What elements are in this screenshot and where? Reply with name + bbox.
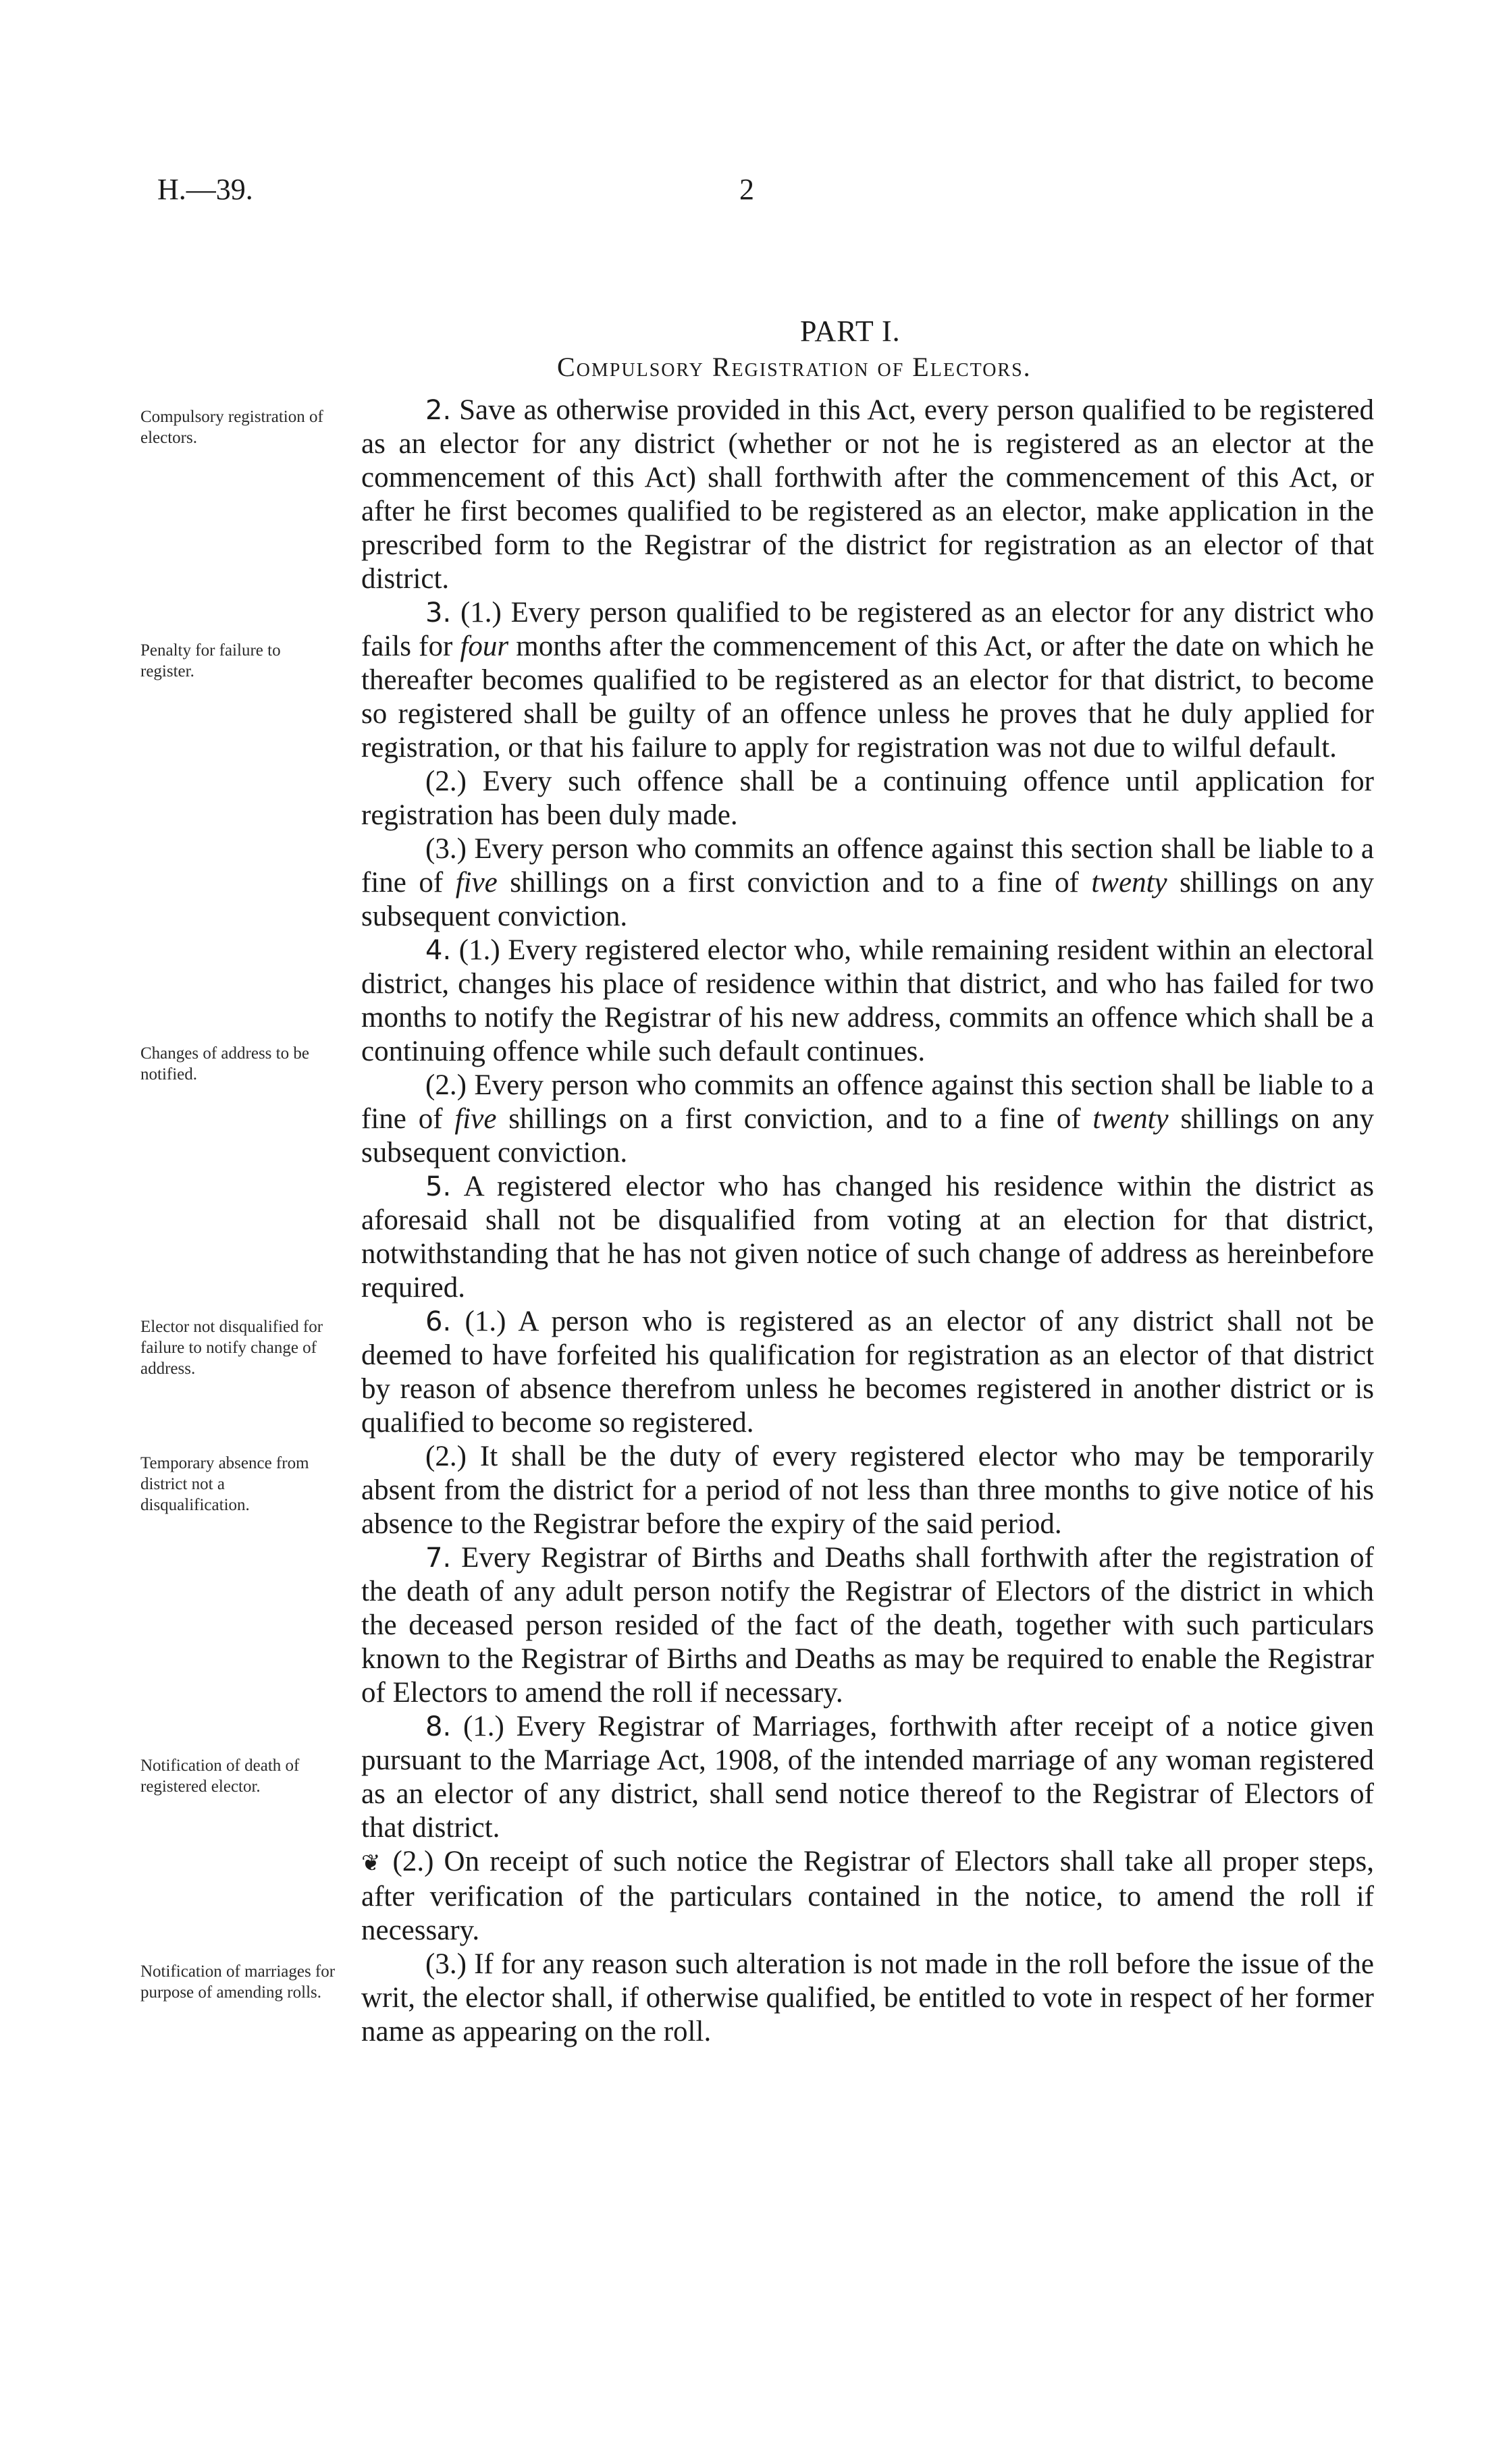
subsection-number: (1.) bbox=[465, 1306, 506, 1337]
subsection-paragraph bbox=[361, 1948, 1374, 2049]
subsection-number: (1.) bbox=[460, 597, 502, 628]
paragraph-text: Save as otherwise provided in this Act, every person qualified to be registered as an elector for any district (whether or not he is registered as an elector at the commencement of this Act) shall forthwith after the commencement of this Act, or after he first becomes qualified to be registered as an elector, make application in the prescribed form to the Registrar of the district for registration as an elector of that district. bbox=[361, 394, 1375, 595]
subsection-number: (2.) bbox=[425, 766, 467, 797]
paragraph-text: If for any reason such alteration is not made in the roll before the issue of the writ, the elector shall, if otherwise qualified, be entitled to vote in respect of her former name as appearing on the roll. bbox=[361, 1948, 1374, 2047]
section-number: 3. bbox=[425, 597, 452, 628]
subsection-number: (1.) bbox=[458, 934, 500, 966]
subsection-paragraph bbox=[361, 765, 1374, 832]
paragraph-text: Every person who commits an offence against this section shall be liable to a fine of bbox=[361, 833, 1375, 899]
section-paragraph bbox=[361, 1710, 1374, 1845]
paragraph-text: shillings on a first conviction and to a fine of bbox=[497, 867, 1092, 899]
margin-note: Penalty for failure to register. bbox=[140, 641, 281, 680]
section-number: 6. bbox=[425, 1306, 452, 1337]
subsection-paragraph bbox=[361, 1440, 1374, 1541]
margin-note: Notification of marriages for purpose of amending rolls. bbox=[140, 1962, 336, 2002]
margin-note: Temporary absence from district not a disqualification. bbox=[140, 1454, 309, 1514]
margin-note: Notification of death of registered elector. bbox=[140, 1757, 300, 1796]
subsection-number: (2.) bbox=[425, 1441, 467, 1472]
section-paragraph bbox=[361, 934, 1374, 1069]
emphasis-text: five bbox=[455, 867, 498, 899]
section-paragraph bbox=[361, 596, 1374, 765]
subsection-paragraph bbox=[361, 1069, 1374, 1170]
margin-note: Compulsory registration of electors. bbox=[140, 408, 323, 447]
paragraph-text: A person who is registered as an elector of any district shall not be deemed to have forfeited his qualification for registration as an elector of that district by reason of absence therefrom unless he becomes registered in another district or is qualified to become so registered. bbox=[361, 1306, 1374, 1439]
paragraph-text: shillings on any subsequent conviction. bbox=[361, 867, 1374, 932]
margin-note: Elector not disqualified for failure to notify change of address. bbox=[140, 1318, 323, 1378]
section-number: 4. bbox=[425, 935, 452, 966]
subsection-number: (2.) bbox=[425, 1069, 467, 1101]
section-number: 5. bbox=[425, 1171, 452, 1202]
section-paragraph bbox=[361, 1541, 1374, 1710]
page-number: 2 bbox=[739, 173, 754, 206]
subsection-number: (3.) bbox=[425, 833, 467, 865]
margin-note: Changes of address to be notified. bbox=[140, 1044, 309, 1083]
paragraph-text: Every such offence shall be a continuing offence until application for registration has been duly made. bbox=[361, 766, 1375, 831]
paragraph-text: It shall be the duty of every registered elector who may be temporarily absent from the district for a period of not less than three months to give notice of his absence to the Registrar before the expiry of the said period. bbox=[361, 1441, 1374, 1540]
emphasis-text: twenty bbox=[1092, 1103, 1169, 1135]
paragraph-text: Every Registrar of Marriages, forthwith after receipt of a notice given pursuant to the Marriage Act, 1908, of the intended marriage of any woman registered as an elector of any district, shall send notice thereof to the Registrar of Electors of that district. bbox=[361, 1711, 1374, 1844]
subsection-number: (3.) bbox=[425, 1948, 467, 1980]
document-reference: H.—39. bbox=[157, 173, 253, 206]
paragraph-text: shillings on any subsequent conviction. bbox=[361, 1103, 1374, 1169]
paragraph-text: A registered elector who has changed his residence within the district as aforesaid shall not be disqualified from voting at an election for that district, notwithstanding that he has not given notice of such change of address as hereinbefore required. bbox=[361, 1171, 1374, 1304]
subsection-number: (2.) bbox=[392, 1846, 434, 1877]
section-paragraph bbox=[361, 1170, 1374, 1305]
paragraph-text: Every Registrar of Births and Deaths shall forthwith after the registration of the death of any adult person notify the Registrar of Electors of the district in which the deceased person resided of the fact of the death, together with such particulars known to the Registrar of Births and Deaths as may be required to enable the Registrar of Electors to amend the roll if necessary. bbox=[361, 1542, 1374, 1709]
part-subtitle: Compulsory Registration of Electors. bbox=[557, 352, 1032, 382]
section-paragraph bbox=[361, 394, 1374, 596]
printers-mark-icon: ❦ bbox=[361, 1850, 381, 1877]
subsection-paragraph bbox=[361, 1845, 1374, 1948]
paragraph-text: shillings on a first conviction, and to a fine of bbox=[496, 1103, 1093, 1135]
emphasis-text: five bbox=[454, 1103, 497, 1135]
section-number: 7. bbox=[425, 1543, 452, 1574]
paragraph-text: On receipt of such notice the Registrar of Electors shall take all proper steps, after verification of the particulars contained in the notice, to amend the roll if necessary. bbox=[361, 1846, 1374, 1946]
statute-body bbox=[361, 394, 1374, 2049]
paragraph-text: months after the commencement of this Act, or after the date on which he thereafter becomes qualified to be registered as an elector for that district, to become so registered shall be guilty of an offence unless he proves that he duly applied for registration, or that his failure to apply for registration was not due to wilful default. bbox=[361, 631, 1375, 764]
section-paragraph bbox=[361, 1305, 1374, 1440]
subsection-number: (1.) bbox=[462, 1711, 504, 1742]
section-number: 8. bbox=[425, 1711, 452, 1742]
subsection-paragraph bbox=[361, 832, 1374, 934]
part-title: PART I. bbox=[800, 315, 901, 348]
emphasis-text: four bbox=[460, 631, 509, 662]
section-number: 2. bbox=[425, 395, 452, 426]
paragraph-text: Every person qualified to be registered as an elector for any district who fails for bbox=[361, 597, 1374, 662]
emphasis-text: twenty bbox=[1091, 867, 1167, 899]
paragraph-text: Every registered elector who, while remaining resident within an electoral district, changes his place of residence within that district, and who has failed for two months to notify the Registrar of his new address, commits an offence which shall be a continuing offence while such default continues. bbox=[361, 934, 1374, 1067]
paragraph-text: Every person who commits an offence against this section shall be liable to a fine of bbox=[361, 1069, 1375, 1135]
